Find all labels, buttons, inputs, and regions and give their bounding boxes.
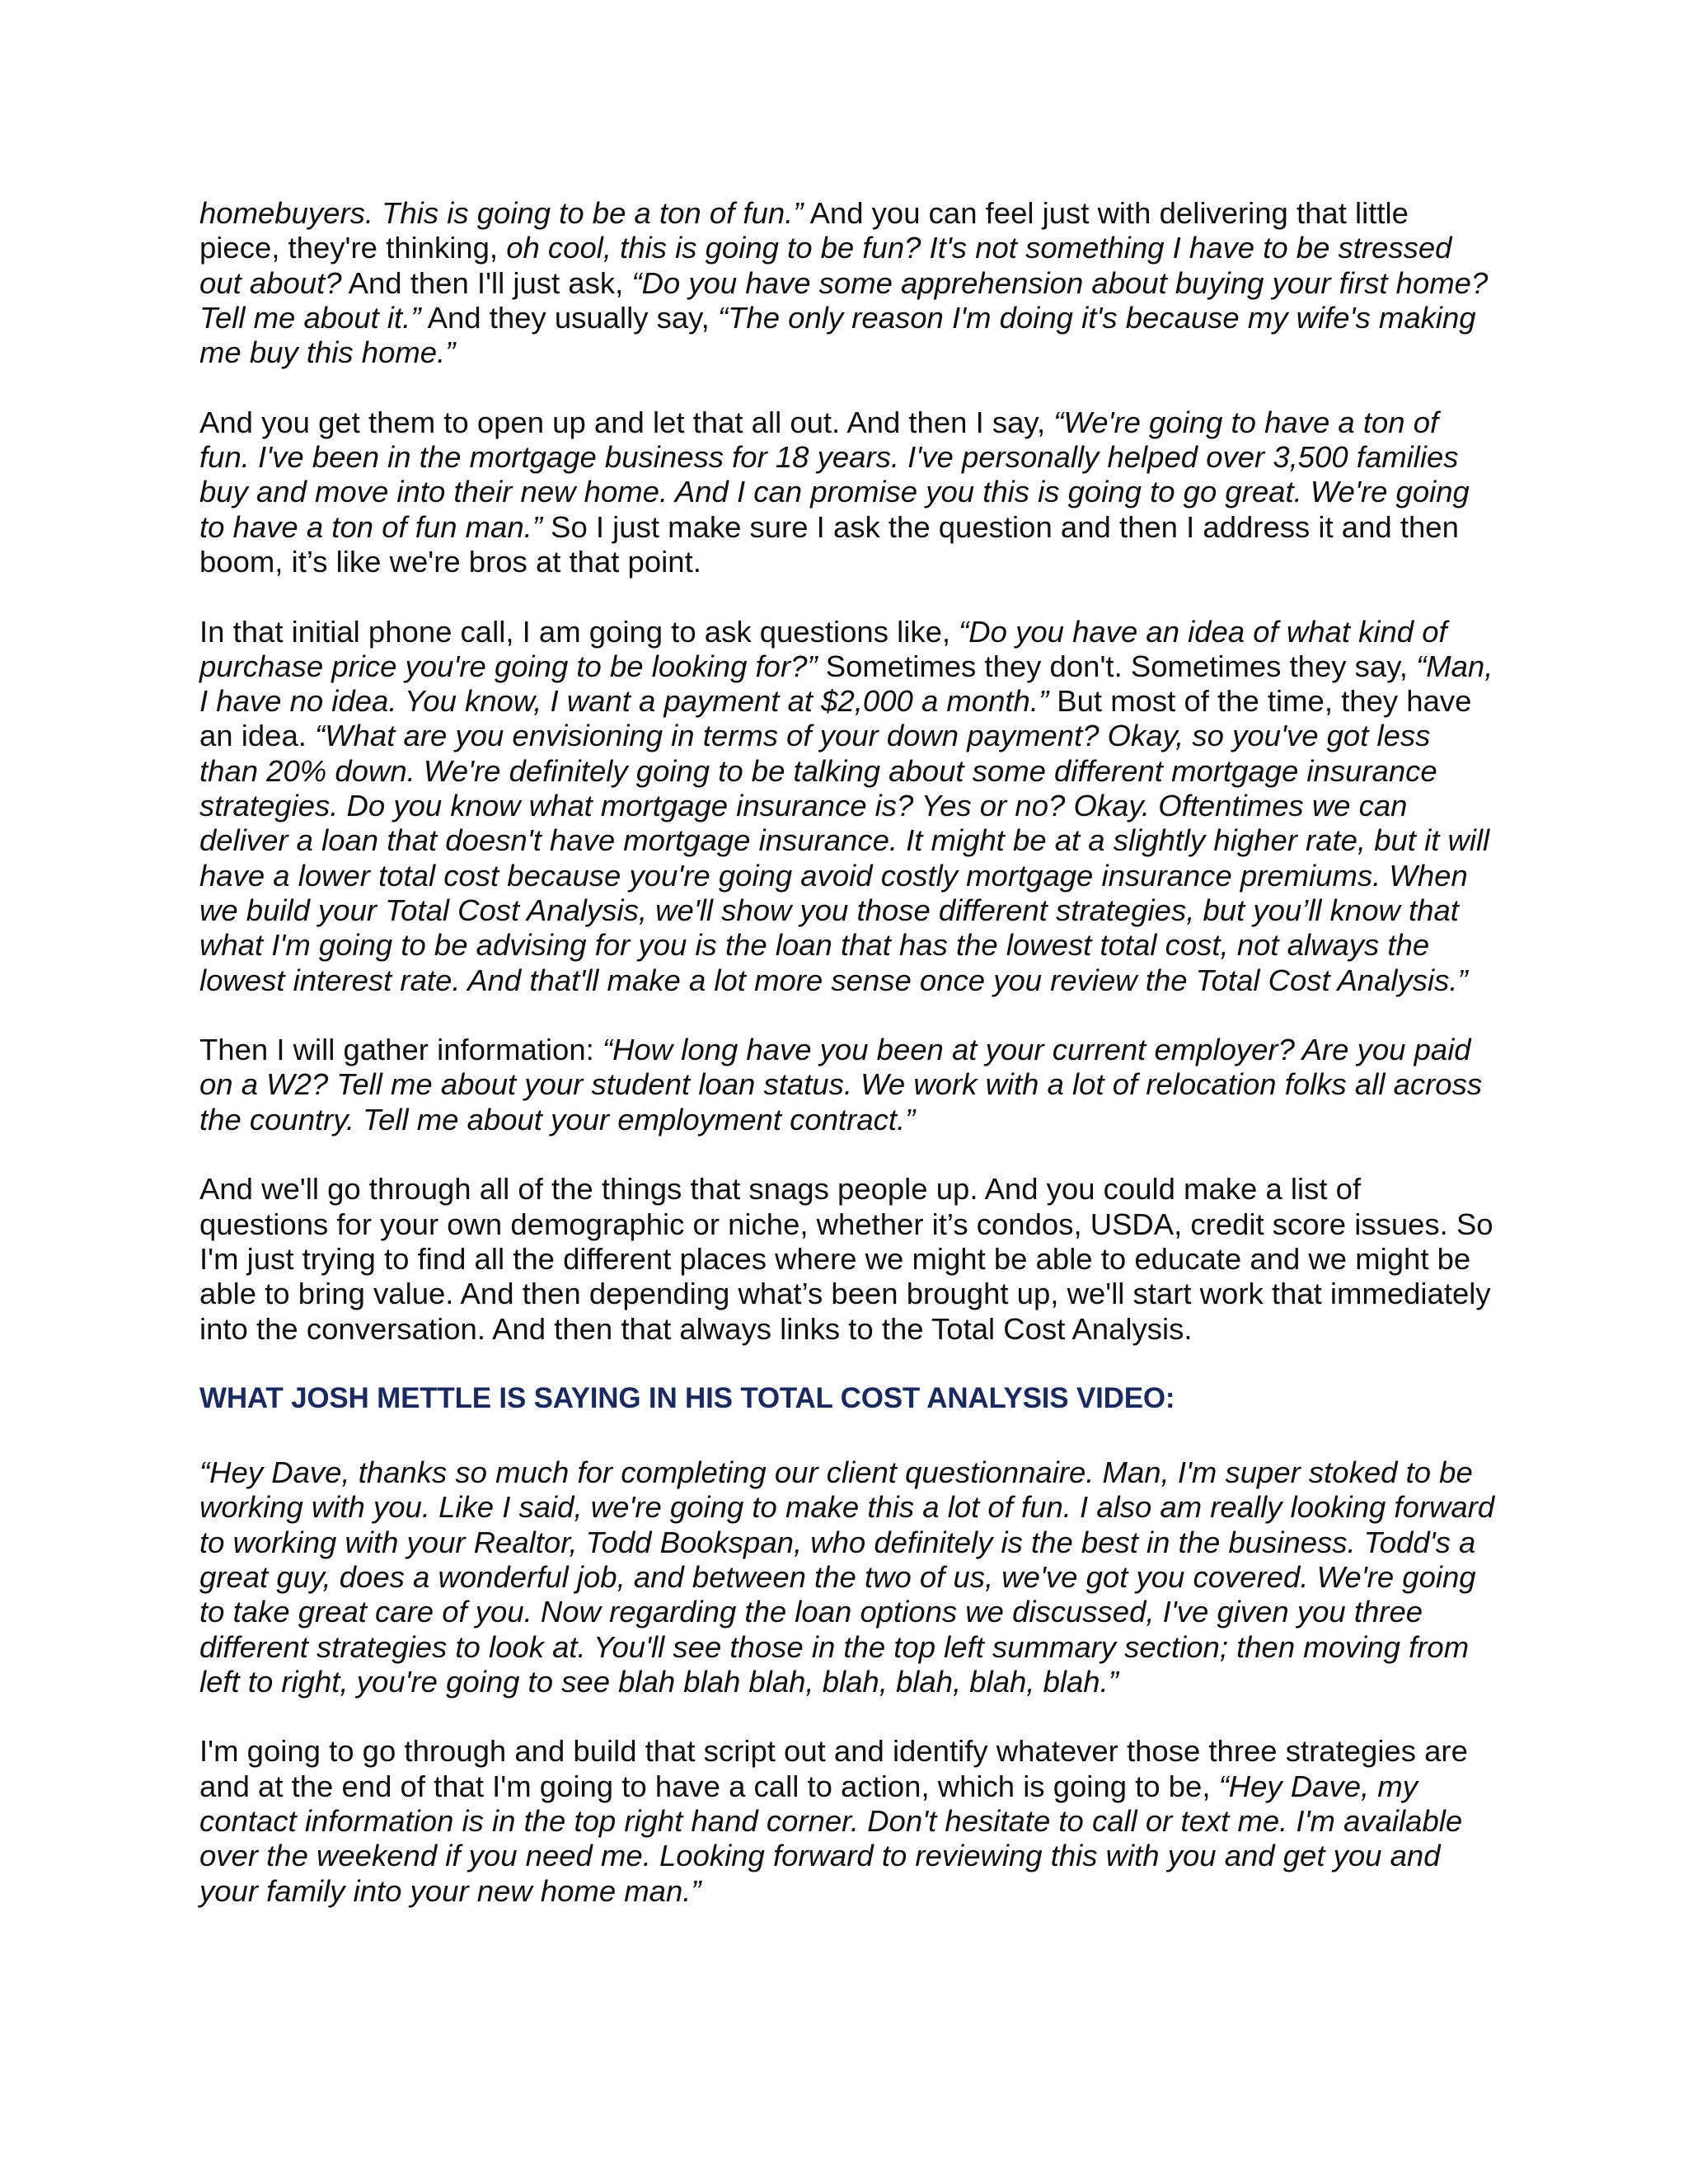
quoted-speech-text: homebuyers. This is going to be a ton of fun.” <box>199 196 804 230</box>
narrative-text: So I just make sure I ask the question and then I address it and then boom, it’s like we're bros at that point. <box>199 509 1459 579</box>
narrative-text: Then I will gather information: <box>199 1033 603 1067</box>
narrative-text: I'm going to go through and build that script out and identify whatever those three strategies are and at the end of that I'm going to have a call to action, which is going to be, <box>199 1734 1468 1803</box>
paragraph <box>199 1734 1495 1908</box>
paragraph <box>199 1172 1495 1346</box>
narrative-text: And then I'll just ask, <box>341 265 632 300</box>
paragraph <box>199 405 1495 579</box>
narrative-text: And you can feel just with delivering that little piece, they're thinking, <box>199 196 1409 265</box>
quoted-speech-text: “Man, I have no idea. You know, I want a payment at $2,000 a month.” <box>199 649 1493 719</box>
quoted-speech-text: “Do you have some apprehension about buying your first home? Tell me about it.” <box>199 265 1489 335</box>
document-body <box>199 196 1495 1943</box>
quoted-speech-text: oh cool, this is going to be fun? It's not something I have to be stressed out about? <box>199 231 1452 300</box>
paragraphs-before-heading <box>199 196 1495 1347</box>
paragraph <box>199 196 1495 370</box>
quoted-speech-text: “Hey Dave, my contact information is in the top right hand corner. Don't hesitate to call or text me. I'm available over the weekend if you need me. Looking forward to reviewing this with you and get you and your family into your new home man.” <box>199 1769 1463 1908</box>
quoted-speech-text: “What are you envisioning in terms of your down payment? Okay, so you've got less than 20% down. We're definitely going to be talking about some different mortgage insurance strategies. Do you know what mortgage insurance is? Yes or no? Okay. Oftentimes we can deliver a loan that doesn't have mortgage insurance. It might be at a slightly higher rate, but it will have a lower total cost because you're going avoid costly mortgage insurance premiums. When we build your Total Cost Analysis, we'll show you those different strategies, but you’ll know that what I'm going to be advising for you is the loan that has the lowest total cost, not always the lowest interest rate. And that'll make a lot more sense once you review the Total Cost Analysis.” <box>199 719 1490 997</box>
narrative-text: And they usually say, <box>420 300 718 335</box>
quoted-speech-text: “Do you have an idea of what kind of purchase price you're going to be looking for?” <box>199 614 1447 683</box>
paragraph <box>199 1033 1495 1137</box>
quoted-speech-text: “How long have you been at your current employer? Are you paid on a W2? Tell me about your student loan status. We work with a lot of relocation folks all across the country. Tell me about your employment contract.” <box>199 1033 1483 1137</box>
narrative-text: Sometimes they don't. Sometimes they say, <box>817 649 1417 683</box>
quoted-speech-text: “The only reason I'm doing it's because my wife's making me buy this home.” <box>199 300 1476 370</box>
narrative-text: In that initial phone call, I am going to ask questions like, <box>199 614 959 649</box>
narrative-text: And we'll go through all of the things that snags people up. And you could make a list of questions for your own demographic or niche, whether it’s condos, USDA, credit score issues. So I'm just trying to find all the different places where we might be able to educate and we might be able to bring value. And then depending what’s been brought up, we'll start work that immediately into the conversation. And then that always links to the Total Cost Analysis. <box>199 1172 1493 1346</box>
paragraph <box>199 1455 1495 1699</box>
paragraphs-after-heading <box>199 1455 1495 1909</box>
narrative-text: But most of the time, they have an idea. <box>199 684 1472 753</box>
paragraph <box>199 615 1495 998</box>
section-heading: WHAT JOSH METTLE IS SAYING IN HIS TOTAL COST ANALYSIS VIDEO: <box>199 1382 1175 1415</box>
quoted-speech-text: “Hey Dave, thanks so much for completing our client questionnaire. Man, I'm super stoked to be working with you. Like I said, we're going to make this a lot of fun. I also am really looking forward to working with your Realtor, Todd Bookspan, who definitely is the best in the business. Todd's a great guy, does a wonderful job, and between the two of us, we've got you covered. We're going to take great care of you. Now regarding the loan options we discussed, I've given you three different strategies to look at. You'll see those in the top left summary section; then moving from left to right, you're going to see blah blah blah, blah, blah, blah, blah.” <box>199 1455 1495 1699</box>
narrative-text: And you get them to open up and let that all out. And then I say, <box>199 405 1054 439</box>
quoted-speech-text: “We're going to have a ton of fun. I've been in the mortgage business for 18 years. I've personally helped over 3,500 families buy and move into their new home. And I can promise you this is going to go great. We're going to have a ton of fun man.” <box>199 405 1470 544</box>
